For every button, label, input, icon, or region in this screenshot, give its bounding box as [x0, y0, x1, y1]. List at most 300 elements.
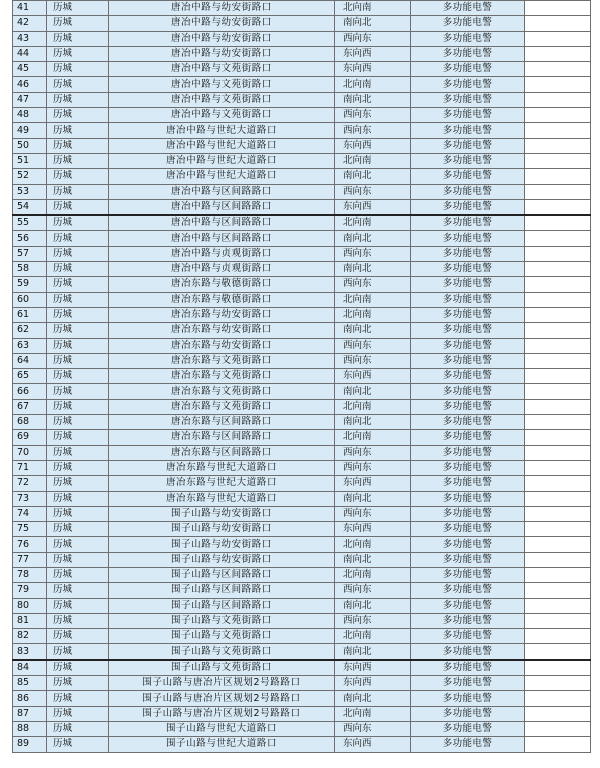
intersection-cell: 唐冶东路与文苑街路口	[109, 369, 335, 384]
table-row	[13, 46, 591, 61]
empty-cell	[525, 277, 591, 292]
empty-cell	[525, 16, 591, 31]
row-number-cell: 61	[13, 307, 47, 322]
empty-cell	[525, 199, 591, 215]
empty-cell	[525, 184, 591, 199]
device-type-cell: 多功能电警	[411, 1, 525, 16]
row-number-cell: 68	[13, 415, 47, 430]
device-type-cell: 多功能电警	[411, 721, 525, 736]
empty-cell	[525, 522, 591, 537]
device-type-cell: 多功能电警	[411, 16, 525, 31]
district-cell: 历城	[47, 706, 109, 721]
district-cell: 历城	[47, 246, 109, 261]
direction-cell: 南向北	[335, 169, 411, 184]
direction-cell: 西向东	[335, 613, 411, 628]
intersection-cell: 围子山路与幼安街路口	[109, 552, 335, 567]
row-number-cell: 59	[13, 277, 47, 292]
row-number-cell: 57	[13, 246, 47, 261]
device-type-cell: 多功能电警	[411, 399, 525, 414]
empty-cell	[525, 262, 591, 277]
table-row	[13, 552, 591, 567]
intersection-cell: 唐冶东路与幼安街路口	[109, 338, 335, 353]
device-type-cell: 多功能电警	[411, 246, 525, 261]
row-number-cell: 69	[13, 430, 47, 445]
direction-cell: 西向东	[335, 108, 411, 123]
district-cell: 历城	[47, 353, 109, 368]
device-type-cell: 多功能电警	[411, 231, 525, 246]
district-cell: 历城	[47, 430, 109, 445]
district-cell: 历城	[47, 231, 109, 246]
table-row	[13, 598, 591, 613]
direction-cell: 东向西	[335, 369, 411, 384]
direction-cell: 北向南	[335, 399, 411, 414]
table-row	[13, 430, 591, 445]
empty-cell	[525, 491, 591, 506]
row-number-cell: 49	[13, 123, 47, 138]
direction-cell: 北向南	[335, 1, 411, 16]
direction-cell: 西向东	[335, 721, 411, 736]
table-row	[13, 246, 591, 261]
district-cell: 历城	[47, 77, 109, 92]
empty-cell	[525, 537, 591, 552]
row-number-cell: 84	[13, 660, 47, 676]
intersection-cell: 围子山路与文苑街路口	[109, 613, 335, 628]
intersection-cell: 唐冶中路与幼安街路口	[109, 46, 335, 61]
row-number-cell: 80	[13, 598, 47, 613]
empty-cell	[525, 552, 591, 567]
direction-cell: 南向北	[335, 231, 411, 246]
table-row	[13, 613, 591, 628]
direction-cell: 南向北	[335, 92, 411, 107]
row-number-cell: 41	[13, 1, 47, 16]
table-row	[13, 445, 591, 460]
table-row	[13, 1, 591, 16]
device-type-cell: 多功能电警	[411, 506, 525, 521]
intersection-cell: 唐冶东路与文苑街路口	[109, 399, 335, 414]
intersection-cell: 唐冶中路与世纪大道路口	[109, 169, 335, 184]
device-type-cell: 多功能电警	[411, 46, 525, 61]
table-row	[13, 31, 591, 46]
row-number-cell: 85	[13, 676, 47, 691]
device-type-cell: 多功能电警	[411, 108, 525, 123]
empty-cell	[525, 706, 591, 721]
intersection-cell: 唐冶东路与区间路路口	[109, 445, 335, 460]
empty-cell	[525, 153, 591, 168]
row-number-cell: 63	[13, 338, 47, 353]
device-type-cell: 多功能电警	[411, 430, 525, 445]
table-row	[13, 660, 591, 676]
intersection-cell: 唐冶中路与区间路路口	[109, 199, 335, 215]
direction-cell: 南向北	[335, 552, 411, 567]
table-row	[13, 123, 591, 138]
intersection-cell: 唐冶中路与区间路路口	[109, 184, 335, 199]
district-cell: 历城	[47, 62, 109, 77]
row-number-cell: 73	[13, 491, 47, 506]
direction-cell: 北向南	[335, 215, 411, 231]
district-cell: 历城	[47, 506, 109, 521]
direction-cell: 西向东	[335, 184, 411, 199]
intersection-cell: 唐冶中路与文苑街路口	[109, 92, 335, 107]
intersection-cell: 唐冶东路与幼安街路口	[109, 307, 335, 322]
device-type-cell: 多功能电警	[411, 369, 525, 384]
direction-cell: 北向南	[335, 537, 411, 552]
empty-cell	[525, 629, 591, 644]
direction-cell: 西向东	[335, 338, 411, 353]
device-type-cell: 多功能电警	[411, 522, 525, 537]
table-row	[13, 92, 591, 107]
intersection-cell: 唐冶东路与世纪大道路口	[109, 476, 335, 491]
direction-cell: 南向北	[335, 262, 411, 277]
district-cell: 历城	[47, 552, 109, 567]
row-number-cell: 82	[13, 629, 47, 644]
device-type-cell: 多功能电警	[411, 62, 525, 77]
table-row	[13, 277, 591, 292]
row-number-cell: 79	[13, 583, 47, 598]
intersection-cell: 唐冶东路与敬德街路口	[109, 292, 335, 307]
empty-cell	[525, 737, 591, 752]
row-number-cell: 83	[13, 644, 47, 660]
empty-cell	[525, 31, 591, 46]
table-row	[13, 215, 591, 231]
table-row	[13, 292, 591, 307]
district-cell: 历城	[47, 660, 109, 676]
row-number-cell: 43	[13, 31, 47, 46]
device-type-cell: 多功能电警	[411, 660, 525, 676]
direction-cell: 西向东	[335, 583, 411, 598]
empty-cell	[525, 445, 591, 460]
row-number-cell: 64	[13, 353, 47, 368]
empty-cell	[525, 660, 591, 676]
direction-cell: 北向南	[335, 307, 411, 322]
row-number-cell: 48	[13, 108, 47, 123]
row-number-cell: 53	[13, 184, 47, 199]
device-type-cell: 多功能电警	[411, 552, 525, 567]
district-cell: 历城	[47, 323, 109, 338]
direction-cell: 北向南	[335, 567, 411, 582]
row-number-cell: 72	[13, 476, 47, 491]
table-row	[13, 506, 591, 521]
district-cell: 历城	[47, 199, 109, 215]
direction-cell: 西向东	[335, 31, 411, 46]
direction-cell: 南向北	[335, 491, 411, 506]
intersection-cell: 唐冶中路与区间路路口	[109, 231, 335, 246]
intersection-cell: 唐冶中路与幼安街路口	[109, 1, 335, 16]
intersection-cell: 唐冶东路与文苑街路口	[109, 353, 335, 368]
district-cell: 历城	[47, 123, 109, 138]
district-cell: 历城	[47, 522, 109, 537]
row-number-cell: 67	[13, 399, 47, 414]
direction-cell: 西向东	[335, 246, 411, 261]
device-type-cell: 多功能电警	[411, 123, 525, 138]
direction-cell: 西向东	[335, 445, 411, 460]
table-row	[13, 338, 591, 353]
row-number-cell: 78	[13, 567, 47, 582]
table-row	[13, 644, 591, 660]
direction-cell: 东向西	[335, 737, 411, 752]
intersection-cell: 围子山路与幼安街路口	[109, 537, 335, 552]
row-number-cell: 81	[13, 613, 47, 628]
empty-cell	[525, 77, 591, 92]
row-number-cell: 56	[13, 231, 47, 246]
intersection-cell: 围子山路与区间路路口	[109, 598, 335, 613]
intersection-cell: 唐冶中路与幼安街路口	[109, 31, 335, 46]
direction-cell: 东向西	[335, 522, 411, 537]
direction-cell: 北向南	[335, 153, 411, 168]
table-row	[13, 522, 591, 537]
row-number-cell: 66	[13, 384, 47, 399]
row-number-cell: 51	[13, 153, 47, 168]
empty-cell	[525, 598, 591, 613]
table-row	[13, 108, 591, 123]
empty-cell	[525, 567, 591, 582]
empty-cell	[525, 46, 591, 61]
device-type-cell: 多功能电警	[411, 676, 525, 691]
device-type-cell: 多功能电警	[411, 384, 525, 399]
device-type-cell: 多功能电警	[411, 644, 525, 660]
direction-cell: 西向东	[335, 460, 411, 475]
direction-cell: 北向南	[335, 629, 411, 644]
direction-cell: 南向北	[335, 598, 411, 613]
empty-cell	[525, 231, 591, 246]
table-row	[13, 262, 591, 277]
empty-cell	[525, 246, 591, 261]
device-type-cell: 多功能电警	[411, 629, 525, 644]
intersection-cell: 唐冶中路与世纪大道路口	[109, 138, 335, 153]
row-number-cell: 71	[13, 460, 47, 475]
row-number-cell: 65	[13, 369, 47, 384]
district-cell: 历城	[47, 338, 109, 353]
row-number-cell: 54	[13, 199, 47, 215]
row-number-cell: 44	[13, 46, 47, 61]
district-cell: 历城	[47, 277, 109, 292]
direction-cell: 南向北	[335, 16, 411, 31]
direction-cell: 东向西	[335, 138, 411, 153]
intersection-cell: 唐冶中路与文苑街路口	[109, 108, 335, 123]
device-type-cell: 多功能电警	[411, 338, 525, 353]
district-cell: 历城	[47, 16, 109, 31]
district-cell: 历城	[47, 567, 109, 582]
direction-cell: 南向北	[335, 415, 411, 430]
table-row	[13, 369, 591, 384]
district-cell: 历城	[47, 415, 109, 430]
table-row	[13, 153, 591, 168]
empty-cell	[525, 369, 591, 384]
intersection-cell: 围子山路与幼安街路口	[109, 522, 335, 537]
district-cell: 历城	[47, 721, 109, 736]
direction-cell: 东向西	[335, 676, 411, 691]
empty-cell	[525, 430, 591, 445]
table-row	[13, 476, 591, 491]
district-cell: 历城	[47, 262, 109, 277]
direction-cell: 东向西	[335, 199, 411, 215]
device-type-cell: 多功能电警	[411, 92, 525, 107]
row-number-cell: 55	[13, 215, 47, 231]
empty-cell	[525, 338, 591, 353]
empty-cell	[525, 138, 591, 153]
district-cell: 历城	[47, 491, 109, 506]
intersection-cell: 唐冶东路与文苑街路口	[109, 384, 335, 399]
direction-cell: 西向东	[335, 277, 411, 292]
row-number-cell: 70	[13, 445, 47, 460]
district-cell: 历城	[47, 184, 109, 199]
empty-cell	[525, 215, 591, 231]
device-type-cell: 多功能电警	[411, 277, 525, 292]
table-row	[13, 567, 591, 582]
table-row	[13, 415, 591, 430]
device-type-cell: 多功能电警	[411, 415, 525, 430]
table-row	[13, 184, 591, 199]
row-number-cell: 74	[13, 506, 47, 521]
row-number-cell: 52	[13, 169, 47, 184]
district-cell: 历城	[47, 138, 109, 153]
row-number-cell: 86	[13, 691, 47, 706]
table-row	[13, 169, 591, 184]
row-number-cell: 47	[13, 92, 47, 107]
direction-cell: 西向东	[335, 123, 411, 138]
intersection-cell: 唐冶中路与文苑街路口	[109, 62, 335, 77]
table-row	[13, 231, 591, 246]
direction-cell: 东向西	[335, 62, 411, 77]
district-cell: 历城	[47, 307, 109, 322]
table-row	[13, 399, 591, 414]
device-type-cell: 多功能电警	[411, 31, 525, 46]
intersection-cell: 围子山路与文苑街路口	[109, 629, 335, 644]
row-number-cell: 58	[13, 262, 47, 277]
district-cell: 历城	[47, 676, 109, 691]
table-row	[13, 460, 591, 475]
empty-cell	[525, 92, 591, 107]
table-row	[13, 307, 591, 322]
empty-cell	[525, 292, 591, 307]
empty-cell	[525, 353, 591, 368]
intersection-cell: 围子山路与唐冶片区规划2号路路口	[109, 691, 335, 706]
district-cell: 历城	[47, 46, 109, 61]
device-type-cell: 多功能电警	[411, 476, 525, 491]
device-type-cell: 多功能电警	[411, 598, 525, 613]
empty-cell	[525, 644, 591, 660]
empty-cell	[525, 506, 591, 521]
district-cell: 历城	[47, 1, 109, 16]
device-type-cell: 多功能电警	[411, 613, 525, 628]
empty-cell	[525, 415, 591, 430]
intersection-cell: 唐冶中路与区间路路口	[109, 215, 335, 231]
device-type-cell: 多功能电警	[411, 153, 525, 168]
empty-cell	[525, 476, 591, 491]
direction-cell: 东向西	[335, 476, 411, 491]
empty-cell	[525, 583, 591, 598]
table-row	[13, 77, 591, 92]
district-cell: 历城	[47, 583, 109, 598]
district-cell: 历城	[47, 537, 109, 552]
table-row	[13, 676, 591, 691]
table-row	[13, 629, 591, 644]
device-type-cell: 多功能电警	[411, 77, 525, 92]
intersection-cell: 围子山路与世纪大道路口	[109, 737, 335, 752]
empty-cell	[525, 691, 591, 706]
table-row	[13, 691, 591, 706]
intersection-cell: 围子山路与文苑街路口	[109, 660, 335, 676]
empty-cell	[525, 1, 591, 16]
device-type-cell: 多功能电警	[411, 292, 525, 307]
intersection-cell: 唐冶中路与世纪大道路口	[109, 123, 335, 138]
table-row	[13, 16, 591, 31]
row-number-cell: 88	[13, 721, 47, 736]
device-type-cell: 多功能电警	[411, 445, 525, 460]
intersection-cell: 围子山路与幼安街路口	[109, 506, 335, 521]
direction-cell: 北向南	[335, 292, 411, 307]
table-row	[13, 491, 591, 506]
device-type-cell: 多功能电警	[411, 215, 525, 231]
empty-cell	[525, 108, 591, 123]
intersection-cell: 围子山路与区间路路口	[109, 583, 335, 598]
row-number-cell: 60	[13, 292, 47, 307]
device-type-cell: 多功能电警	[411, 537, 525, 552]
district-cell: 历城	[47, 169, 109, 184]
row-number-cell: 87	[13, 706, 47, 721]
device-type-cell: 多功能电警	[411, 737, 525, 752]
table-body	[13, 1, 591, 753]
district-cell: 历城	[47, 737, 109, 752]
intersection-cell: 围子山路与区间路路口	[109, 567, 335, 582]
table-row	[13, 353, 591, 368]
table-row	[13, 721, 591, 736]
district-cell: 历城	[47, 613, 109, 628]
table-row	[13, 62, 591, 77]
direction-cell: 东向西	[335, 46, 411, 61]
intersection-cell: 围子山路与唐冶片区规划2号路路口	[109, 706, 335, 721]
direction-cell: 南向北	[335, 323, 411, 338]
intersection-cell: 围子山路与文苑街路口	[109, 644, 335, 660]
device-type-cell: 多功能电警	[411, 567, 525, 582]
device-type-cell: 多功能电警	[411, 583, 525, 598]
district-cell: 历城	[47, 445, 109, 460]
district-cell: 历城	[47, 460, 109, 475]
intersection-cell: 唐冶中路与贞观街路口	[109, 246, 335, 261]
intersection-cell: 唐冶中路与贞观街路口	[109, 262, 335, 277]
intersection-cell: 唐冶中路与文苑街路口	[109, 77, 335, 92]
empty-cell	[525, 384, 591, 399]
direction-cell: 西向东	[335, 506, 411, 521]
table-row	[13, 537, 591, 552]
intersection-cell: 唐冶东路与敬德街路口	[109, 277, 335, 292]
empty-cell	[525, 613, 591, 628]
device-type-cell: 多功能电警	[411, 491, 525, 506]
district-cell: 历城	[47, 644, 109, 660]
empty-cell	[525, 460, 591, 475]
empty-cell	[525, 323, 591, 338]
device-type-cell: 多功能电警	[411, 138, 525, 153]
table-row	[13, 583, 591, 598]
district-cell: 历城	[47, 92, 109, 107]
row-number-cell: 89	[13, 737, 47, 752]
device-type-cell: 多功能电警	[411, 184, 525, 199]
empty-cell	[525, 676, 591, 691]
device-type-cell: 多功能电警	[411, 460, 525, 475]
direction-cell: 北向南	[335, 77, 411, 92]
table-row	[13, 384, 591, 399]
district-cell: 历城	[47, 292, 109, 307]
table-row	[13, 199, 591, 215]
row-number-cell: 75	[13, 522, 47, 537]
row-number-cell: 76	[13, 537, 47, 552]
row-number-cell: 42	[13, 16, 47, 31]
intersection-cell: 唐冶东路与世纪大道路口	[109, 460, 335, 475]
district-cell: 历城	[47, 629, 109, 644]
row-number-cell: 46	[13, 77, 47, 92]
device-type-cell: 多功能电警	[411, 706, 525, 721]
device-type-cell: 多功能电警	[411, 307, 525, 322]
device-type-cell: 多功能电警	[411, 262, 525, 277]
